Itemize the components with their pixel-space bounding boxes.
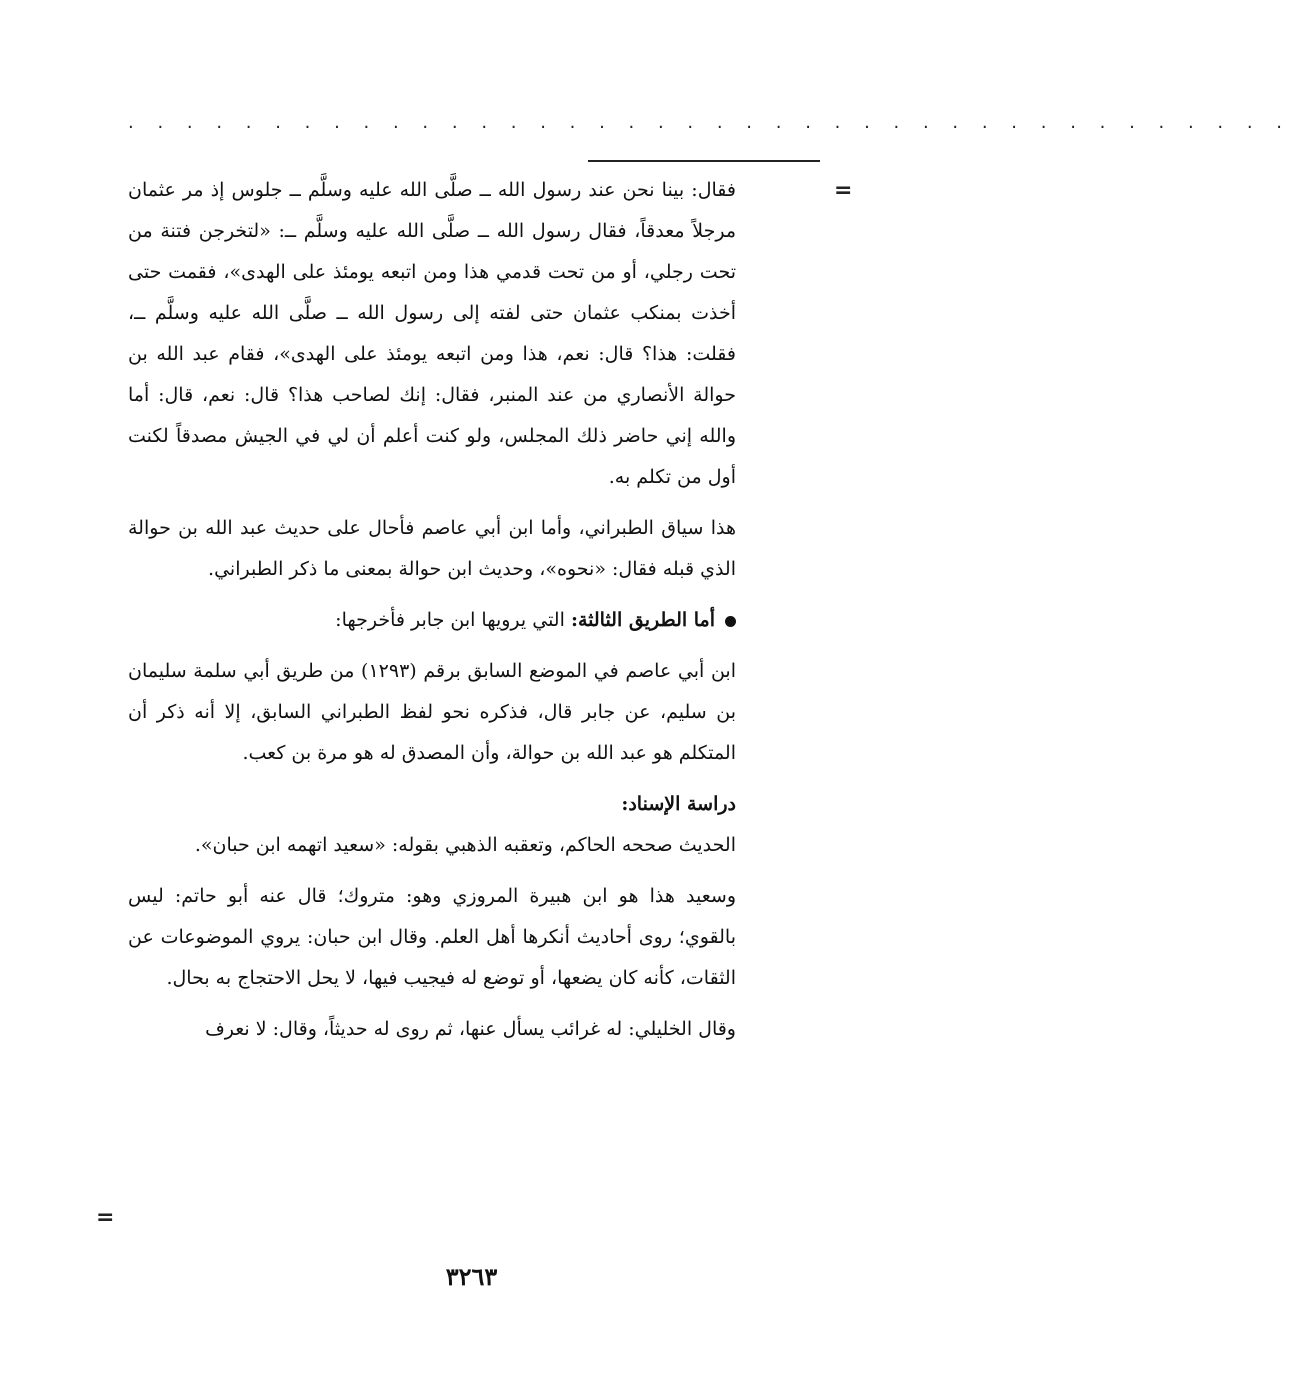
page-body xyxy=(128,170,736,1050)
paragraph-hadith-text: فقال: بينا نحن عند رسول الله ــ صلَّى الله عليه وسلَّم ــ جلوس إذ مر عثمان مرجلاً معدقاً، فقال رسول الله ــ صلَّى الله عليه وسلَّم ــ: «لتخرجن فتنة من تحت رجلي، أو من تحت قدمي هذا ومن اتبعه يومئذ على الهدى»، فقمت حتى أخذت بمنكب عثمان حتى لفته إلى رسول الله ــ صلَّى الله عليه وسلَّم ــ، فقلت: هذا؟ قال: نعم، هذا ومن اتبعه يومئذ على الهدى»، فقام عبد الله بن حوالة الأنصاري من عند المنبر، فقال: إنك لصاحب هذا؟ قال: نعم، قال: أما والله إني حاضر ذلك المجلس، ولو كنت أعلم أن لي في الجيش مصدقاً لكنت أول من تكلم به. xyxy=(128,179,736,488)
paragraph-tabarani-context: هذا سياق الطبراني، وأما ابن أبي عاصم فأحال على حديث عبد الله بن حوالة الذي قبله فقال: «نحوه»، وحديث ابن حوالة بمعنى ما ذكر الطبراني. xyxy=(128,517,736,580)
footnote-separator-rule xyxy=(588,160,820,162)
header-dotted-line: . . . . . . . . . . . . . . . . . . . . . . . . . . . . . . . . . . . . . . . . xyxy=(128,112,1291,133)
section-heading-isnad: دراسة الإسناد: xyxy=(621,793,736,815)
continuation-marker-bottom: = xyxy=(96,1205,115,1230)
bullet-third-route xyxy=(128,600,736,641)
continuation-marker-top: = xyxy=(834,178,853,203)
bullet-label: أما الطريق الثالثة: xyxy=(570,609,715,631)
bullet-icon xyxy=(725,616,736,627)
page-number: ٣٢٦٣ xyxy=(445,1262,498,1291)
paragraph-hakim-dhahabi: الحديث صححه الحاكم، وتعقبه الذهبي بقوله: «سعيد اتهمه ابن حبان». xyxy=(194,834,736,856)
bullet-text: التي يرويها ابن جابر فأخرجها: xyxy=(335,609,565,631)
paragraph-ibn-abi-asim: ابن أبي عاصم في الموضع السابق برقم (١٢٩٣) من طريق أبي سلمة سليمان بن سليم، عن جابر قال، فذكره نحو لفظ الطبراني السابق، إلا أنه ذكر أن المتكلم هو عبد الله بن حوالة، وأن المصدق له هو مرة بن كعب. xyxy=(128,660,736,764)
paragraph-said-ibn-hubayra: وسعيد هذا هو ابن هبيرة المروزي وهو: متروك؛ قال عنه أبو حاتم: ليس بالقوي؛ روى أحاديث أنكرها أهل العلم. وقال ابن حبان: يروي الموضوعات عن الثقات، كأنه كان يضعها، أو توضع له فيجيب فيها، لا يحل الاحتجاج به بحال. xyxy=(128,885,736,989)
paragraph-khalili: وقال الخليلي: له غرائب يسأل عنها، ثم روى له حديثاً، وقال: لا نعرف xyxy=(205,1018,736,1040)
